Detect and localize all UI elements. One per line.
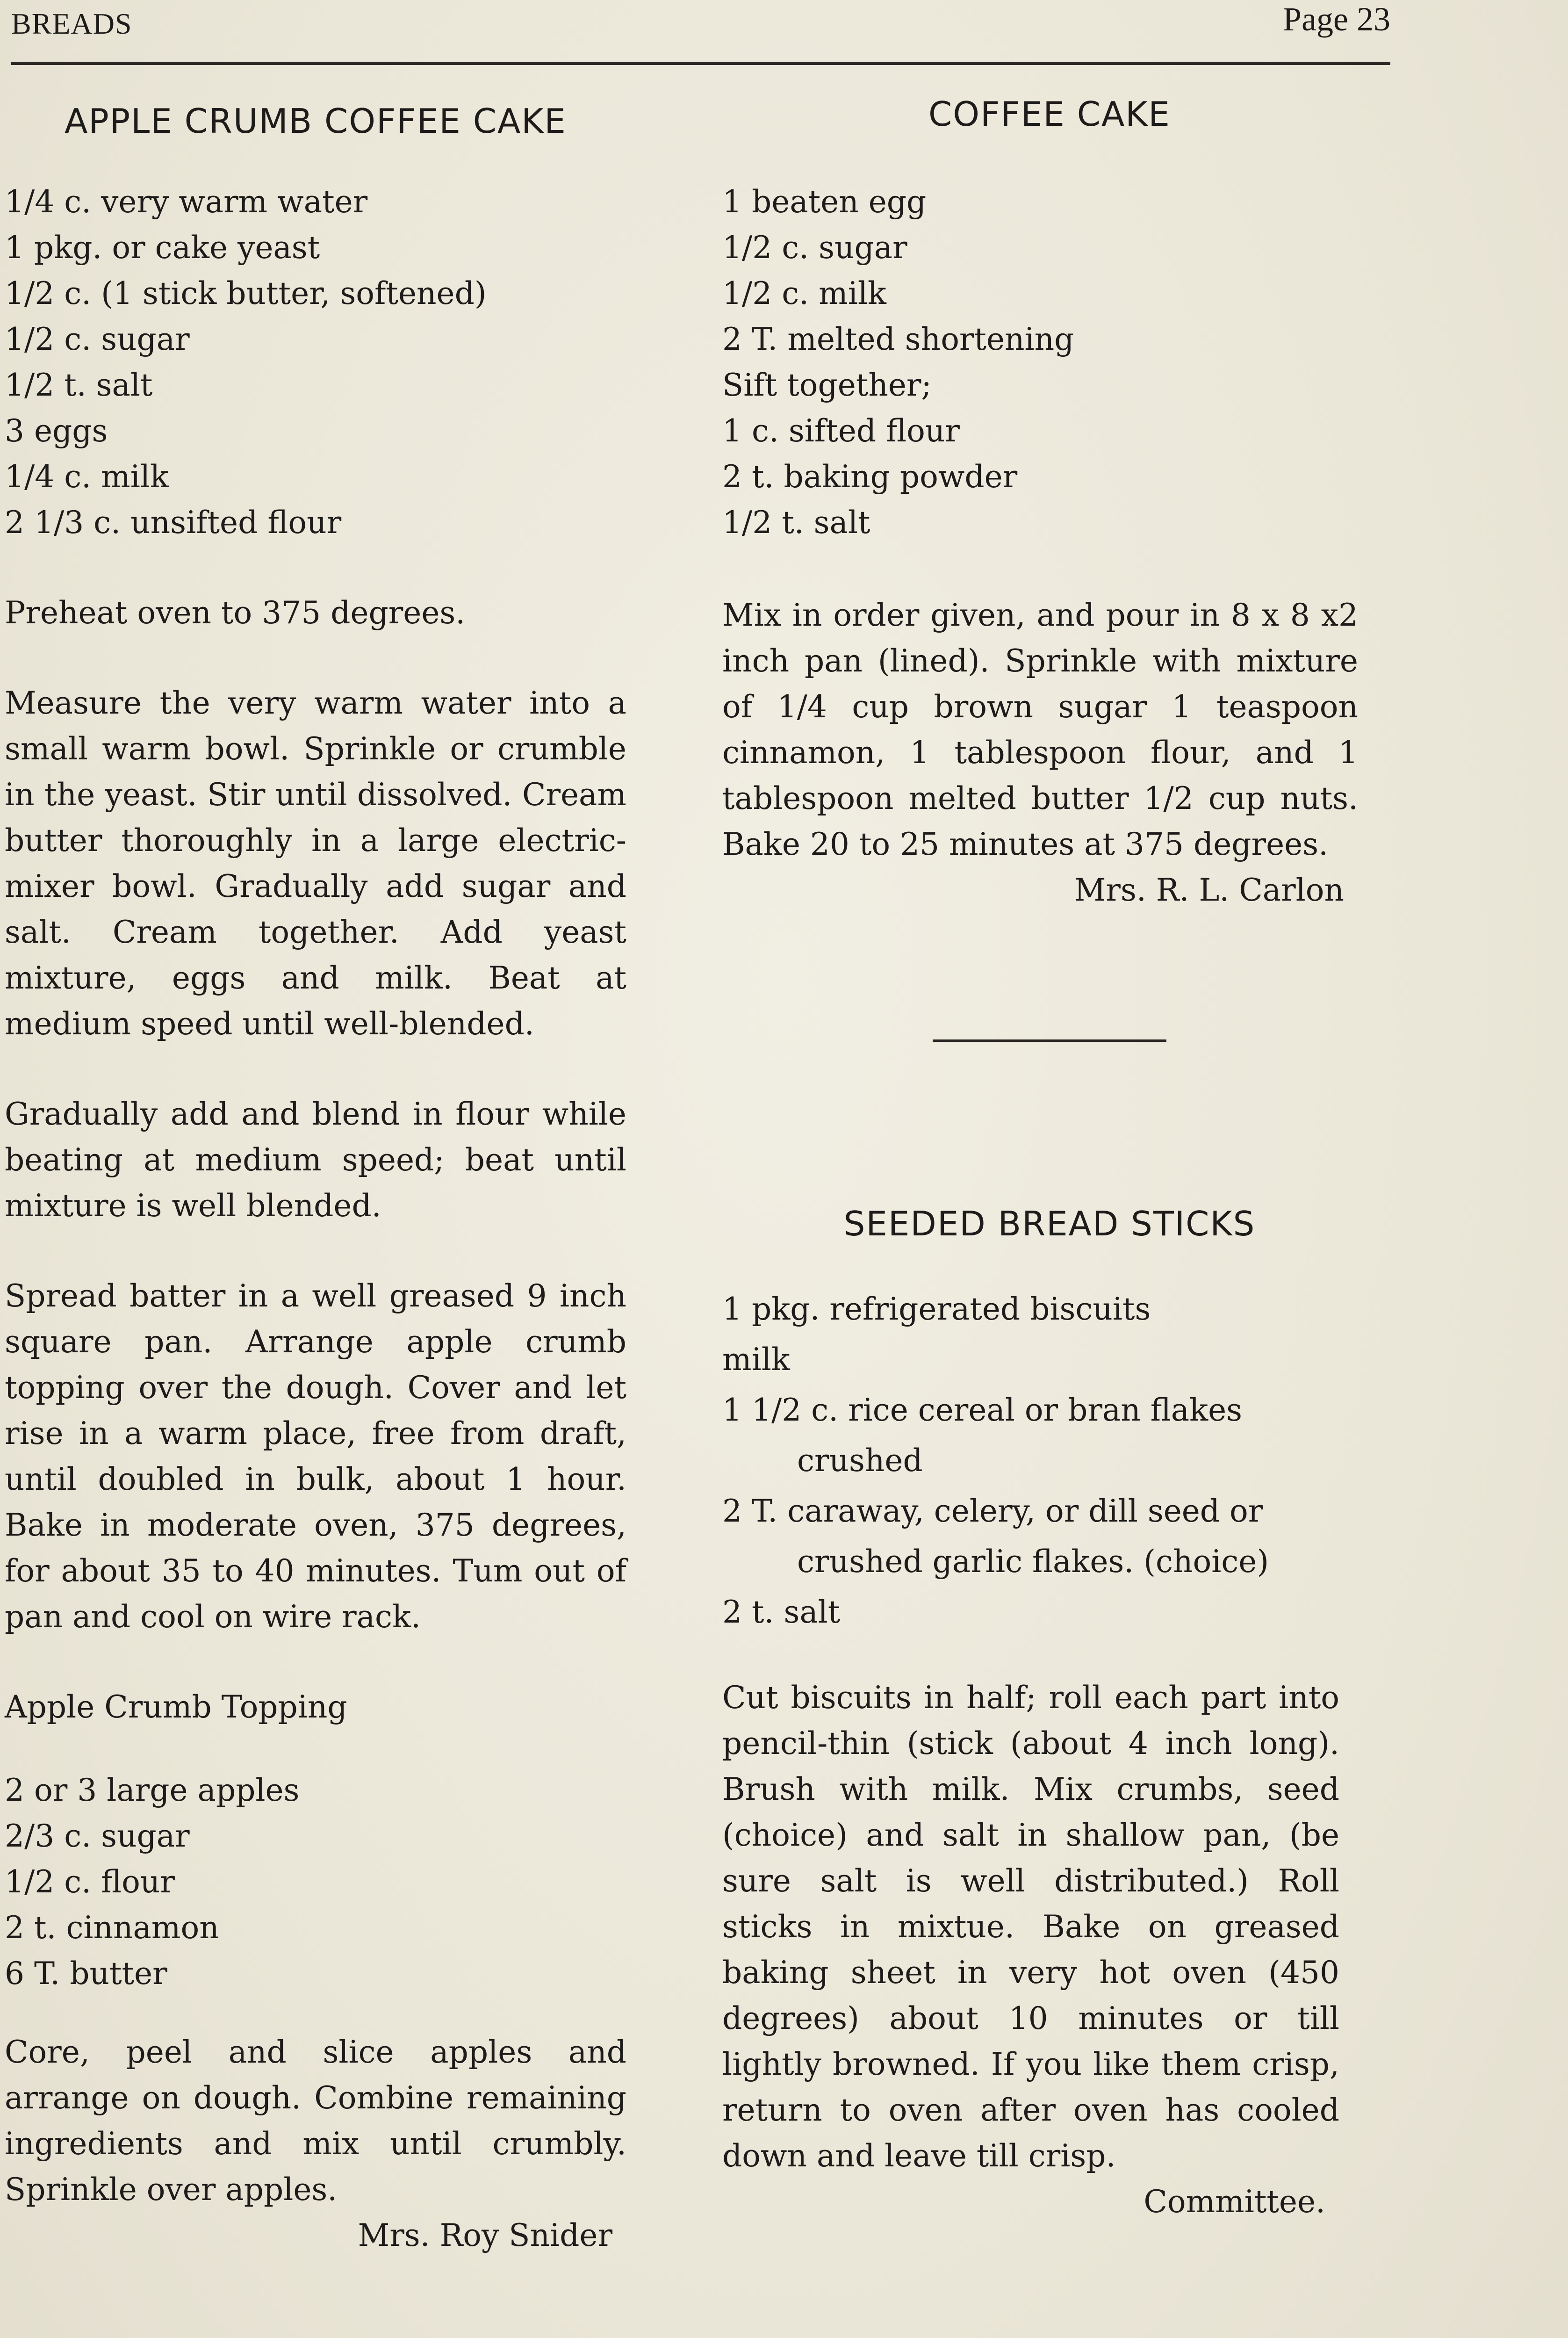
- recipe-title-seeded-bread-sticks: SEEDED BREAD STICKS: [843, 1204, 1256, 1243]
- instruction-paragraph: Preheat oven to 375 degrees.: [5, 595, 466, 631]
- ingredient: 1 beaten egg: [722, 184, 927, 220]
- ingredient: 2 T. melted shortening: [722, 321, 1074, 357]
- ingredient-list: [5, 179, 626, 546]
- ingredient: 1/2 t. salt: [5, 367, 153, 403]
- ingredient: 2 t. cinnamon: [5, 1910, 219, 1946]
- instruction-paragraph: Spread batter in a well greased 9 inch square pan. Arrange apple crumb topping over the dough. Cover and let rise in a warm place, free from draft, until doubled in bulk, about 1 hour. Bake in moderate oven, 375 degrees, for about 35 to 40 minutes. Tum out of pan and cool on wire rack.: [5, 1278, 626, 1635]
- ingredient-list: [722, 1284, 1377, 1638]
- ingredient: 1/4 c. very warm water: [5, 184, 368, 220]
- ingredient: 2/3 c. sugar: [5, 1818, 190, 1854]
- ingredient-list: [722, 179, 1377, 546]
- ingredient: 2 t. baking powder: [722, 459, 1018, 495]
- instruction-paragraph: Gradually add and blend in flour while beating at medium speed; beat until mixture is well blended.: [5, 1096, 626, 1224]
- ingredient: 2 or 3 large apples: [5, 1772, 300, 1808]
- ingredient: 2 T. caraway, celery, or dill seed or: [722, 1493, 1263, 1529]
- ingredient: 1/2 c. sugar: [5, 321, 190, 357]
- topping-ingredient-list: [5, 1768, 626, 1997]
- instruction-paragraph: Cut biscuits in half; roll each part into pencil-thin (stick (about 4 inch long). Brush with milk. Mix crumbs, seed (choice) and salt in shallow pan, (be sure salt is well distributed.) Roll sticks in mixtue. Bake on greased baking sheet in very hot oven (450 degrees) about 10 minutes or till lightly browned. If you like them crisp, return to oven after oven has cooled down and leave till crisp.: [722, 1680, 1339, 2174]
- ingredient: 1 pkg. refrigerated biscuits: [722, 1291, 1151, 1327]
- instruction-paragraph: Core, peel and slice apples and arrange on dough. Combine remaining ingredients and mix until crumbly. Sprinkle over apples.: [5, 2034, 626, 2208]
- contributor-signature: Mrs. Roy Snider: [358, 2217, 612, 2253]
- right-column: [722, 91, 1377, 2225]
- recipe-title-coffee-cake: COFFEE CAKE: [928, 94, 1171, 134]
- ingredient: 1/2 c. milk: [722, 275, 886, 311]
- ingredient-continuation: crushed: [797, 1443, 923, 1479]
- ingredient: 1 c. sifted flour: [722, 413, 960, 449]
- ingredient: 3 eggs: [5, 413, 108, 449]
- instruction-paragraph: Mix in order given, and pour in 8 x 8 x2 inch pan (lined). Sprinkle with mixture of 1/4 cup brown sugar 1 teaspoon cinnamon, 1 tablespoon flour, and 1 tablespoon melted butter 1/2 cup nuts. Bake 20 to 25 minutes at 375 degrees.: [722, 597, 1358, 862]
- ingredient: 1/2 c. sugar: [722, 230, 907, 266]
- ingredient: 6 T. butter: [5, 1956, 167, 1992]
- ingredient: Sift together;: [722, 367, 932, 403]
- page-number: Page 23: [1283, 0, 1390, 38]
- section-header: BREADS: [11, 7, 132, 40]
- ingredient: 1/2 c. (1 stick butter, softened): [5, 275, 487, 311]
- ingredient: 1/4 c. milk: [5, 459, 169, 495]
- contributor-signature: Mrs. R. L. Carlon: [1074, 872, 1344, 908]
- ingredient: 1/2 t. salt: [722, 505, 870, 541]
- ingredient: 1/2 c. flour: [5, 1864, 175, 1900]
- ingredient-continuation: crushed garlic flakes. (choice): [797, 1544, 1269, 1580]
- subheading-topping: Apple Crumb Topping: [5, 1689, 347, 1725]
- left-column: [5, 98, 626, 2259]
- instruction-paragraph: Measure the very warm water into a small warm bowl. Sprinkle or crumble in the yeast. Stir until dissolved. Cream butter thoroughly in a large electric-mixer bowl. Gradually add sugar and salt. Cream together. Add yeast mixture, eggs and milk. Beat at medium speed until well-blended.: [5, 685, 626, 1042]
- ingredient: 2 t. salt: [722, 1594, 841, 1630]
- ingredient: 1 1/2 c. rice cereal or bran flakes: [722, 1392, 1243, 1428]
- ingredient: 1 pkg. or cake yeast: [5, 230, 320, 266]
- contributor-signature: Committee.: [1144, 2184, 1325, 2220]
- header-rule: [11, 62, 1390, 65]
- recipe-title-apple-crumb-coffee-cake: APPLE CRUMB COFFEE CAKE: [65, 101, 567, 141]
- ingredient: 2 1/3 c. unsifted flour: [5, 505, 342, 541]
- ingredient: milk: [722, 1342, 790, 1378]
